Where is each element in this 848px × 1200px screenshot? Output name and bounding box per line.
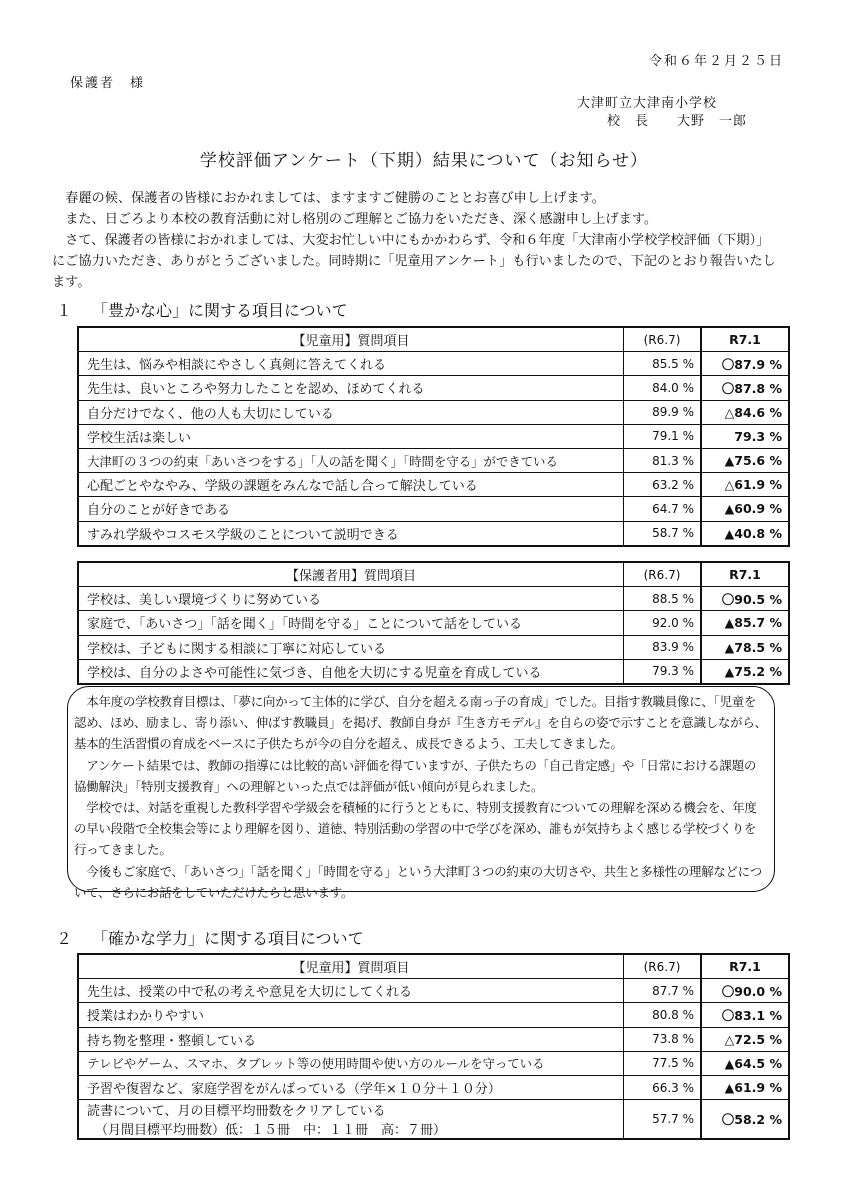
prev-value: 85.5 % (624, 352, 702, 376)
question: 予習や復習など、家庭学習をがんばっている（学年×１０分＋１０分） (78, 1075, 624, 1099)
parents-table-heart (77, 561, 790, 685)
question (78, 1100, 624, 1140)
intro-paragraph: また、日ごろより本校の教育活動に対し格別のご理解とご協力をいただき、深く感謝申し上げます。 (65, 212, 658, 227)
comment-paragraph: 今後もご家庭で、「あいさつ」「話を聞く」「時間を守る」という大津町３つの約束の大切さや、共生と多様性の理解などについて、さらにお話をしていただけたらと思います。 (74, 863, 762, 900)
cur-value: 〇90.0 % (701, 979, 789, 1003)
header-prev: (R6.7) (624, 327, 702, 352)
prev-value: 87.7 % (624, 979, 702, 1003)
table-row (78, 352, 789, 376)
comment-paragraph: 本年度の学校教育目標は、「夢に向かって主体的に学び、自分を超える南っ子の育成」でした。目指す教職員像に、「児童を認め、ほめ、励まし、寄り添い、伸ばす教職員」を掲げ、教師自身が『生き方モデル』を自らの姿で示すことを意識しながら、基本的生活習慣の育成をベースに子供たちが今の自分を超え、成長できるよう、工夫してきました。 (74, 694, 767, 752)
table-row (78, 1100, 789, 1140)
intro-text (52, 188, 777, 293)
table-row (78, 400, 789, 424)
table-row (78, 1027, 789, 1051)
cur-value: △84.6 % (701, 400, 789, 424)
question: テレビやゲーム、スマホ、タブレット等の使用時間や使い方のルールを守っている (78, 1051, 624, 1075)
table-row (78, 448, 789, 472)
cur-value: ▲75.6 % (701, 448, 789, 472)
question: すみれ学級やコスモス学級のことについて説明できる (78, 521, 624, 546)
prev-value: 79.1 % (624, 424, 702, 448)
prev-value: 83.9 % (624, 635, 702, 659)
table-row (78, 1003, 789, 1027)
table-row (78, 376, 789, 400)
cur-value: 〇83.1 % (701, 1003, 789, 1027)
table-row (78, 659, 789, 684)
prev-value: 63.2 % (624, 473, 702, 497)
prev-value: 66.3 % (624, 1075, 702, 1099)
question-line-1: 読書について、月の目標平均冊数をクリアしている (87, 1104, 386, 1120)
question: 先生は、授業の中で私の考えや意見を大切にしてくれる (78, 979, 624, 1003)
cur-value: 〇90.5 % (701, 587, 789, 611)
question: 先生は、良いところや努力したことを認め、ほめてくれる (78, 376, 624, 400)
cur-value: 79.3 % (701, 424, 789, 448)
question: 持ち物を整理・整頓している (78, 1027, 624, 1051)
prev-value: 89.9 % (624, 400, 702, 424)
section-number: ２ (56, 929, 73, 948)
section-title: 「豊かな心」に関する項目について (92, 301, 348, 320)
question: 家庭で、「あいさつ」「話を聞く」「時間を守る」ことについて話をしている (78, 611, 624, 635)
prev-value: 57.7 % (624, 1100, 702, 1140)
prev-value: 88.5 % (624, 587, 702, 611)
cur-value: ▲60.9 % (701, 497, 789, 521)
comment-box (67, 686, 775, 900)
question: 学校は、子どもに関する相談に丁寧に対応している (78, 635, 624, 659)
comment-paragraph: アンケート結果では、教師の指導には比較的高い評価を得ていますが、子供たちの「自己肯定感」や「日常における課題の協働解決」「特別支援教育」への理解といった点では評価が低い傾向が見られました。 (74, 757, 757, 794)
section-number: １ (56, 301, 73, 320)
header-item: 【児童用】質問項目 (78, 327, 624, 352)
cur-value: △61.9 % (701, 473, 789, 497)
question-line-2: （月間目標平均冊数）低：１５冊 中：１１冊 高：７冊） (95, 1123, 447, 1139)
children-table-heart (77, 326, 790, 547)
school-name: 大津町立大津南小学校 (577, 96, 718, 111)
cur-value: 〇87.8 % (701, 376, 789, 400)
table-row (78, 424, 789, 448)
intro-paragraph: さて、保護者の皆様におかれましては、大変お忙しい中にもかかわらず、令和６年度「大津南小学校学校評価（下期）」にご協力いただき、ありがとうございました。同時期に「児童用アンケート」も行いましたので、下記のとおり報告いたします。 (52, 233, 776, 290)
section-title: 「確かな学力」に関する項目について (92, 929, 364, 948)
section-heading-2 (56, 926, 364, 949)
header-prev: (R6.7) (624, 562, 702, 587)
question: 学校は、美しい環境づくりに努めている (78, 587, 624, 611)
table-row (78, 587, 789, 611)
page-title: 学校評価アンケート（下期）結果について（お知らせ） (199, 151, 649, 171)
cur-value: ▲64.5 % (701, 1051, 789, 1075)
header-prev: (R6.7) (624, 954, 702, 979)
cur-value: ▲85.7 % (701, 611, 789, 635)
prev-value: 64.7 % (624, 497, 702, 521)
cur-value: ▲75.2 % (701, 659, 789, 684)
table-header-row (78, 327, 789, 352)
principal-name: 校 長 大野 一郎 (607, 114, 748, 129)
header-cur: R7.1 (701, 327, 789, 352)
question: 心配ごとやなやみ、学級の課題をみんなで話し合って解決している (78, 473, 624, 497)
prev-value: 79.3 % (624, 659, 702, 684)
prev-value: 77.5 % (624, 1051, 702, 1075)
cur-value: ▲40.8 % (701, 521, 789, 546)
question: 自分だけでなく、他の人も大切にしている (78, 400, 624, 424)
comment-paragraph: 学校では、対話を重視した教科学習や学級会を積極的に行うとともに、特別支援教育についての理解を深める機会を、年度の早い段階で全校集会等により理解を図り、道徳、特別活動の学習の中で学びを深め、誰もが気持ちよく感じる学校づくりを行ってきました。 (74, 800, 757, 858)
prev-value: 92.0 % (624, 611, 702, 635)
cur-value: 〇87.9 % (701, 352, 789, 376)
prev-value: 80.8 % (624, 1003, 702, 1027)
prev-value: 81.3 % (624, 448, 702, 472)
question: 学校は、自分のよさや可能性に気づき、自他を大切にする児童を育成している (78, 659, 624, 684)
table-header-row (78, 954, 789, 979)
prev-value: 58.7 % (624, 521, 702, 546)
header-item: 【保護者用】質問項目 (78, 562, 624, 587)
table-row (78, 521, 789, 546)
question: 先生は、悩みや相談にやさしく真剣に答えてくれる (78, 352, 624, 376)
table-row (78, 1075, 789, 1099)
date: 令和６年２月２５日 (648, 54, 784, 69)
table-row (78, 979, 789, 1003)
table-row (78, 1051, 789, 1075)
header-item: 【児童用】質問項目 (78, 954, 624, 979)
prev-value: 84.0 % (624, 376, 702, 400)
prev-value: 73.8 % (624, 1027, 702, 1051)
table-row (78, 497, 789, 521)
table-row (78, 611, 789, 635)
children-table-learning (77, 953, 790, 1140)
question: 自分のことが好きである (78, 497, 624, 521)
table-row (78, 635, 789, 659)
table-row (78, 473, 789, 497)
table-header-row (78, 562, 789, 587)
question: 学校生活は楽しい (78, 424, 624, 448)
cur-value: ▲61.9 % (701, 1075, 789, 1099)
header-cur: R7.1 (701, 954, 789, 979)
cur-value: 〇58.2 % (701, 1100, 789, 1140)
intro-paragraph: 春麗の候、保護者の皆様におかれましては、ますますご健勝のこととお喜び申し上げます。 (65, 191, 605, 206)
cur-value: ▲78.5 % (701, 635, 789, 659)
addressee: 保護者 様 (70, 76, 146, 91)
question: 大津町の３つの約束「あいさつをする」「人の話を聞く」「時間を守る」ができている (78, 448, 624, 472)
question: 授業はわかりやすい (78, 1003, 624, 1027)
header-cur: R7.1 (701, 562, 789, 587)
section-heading-1 (56, 298, 348, 321)
cur-value: △72.5 % (701, 1027, 789, 1051)
